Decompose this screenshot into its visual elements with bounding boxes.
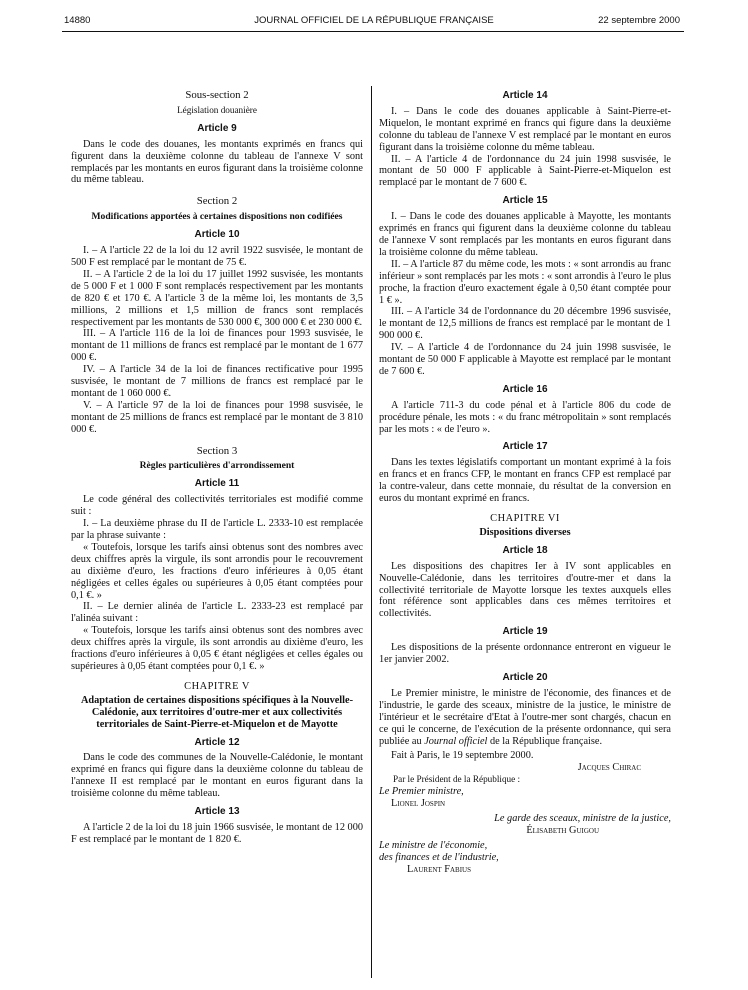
economy-minister-title-line2: des finances et de l'industrie,: [379, 851, 499, 863]
article-10-title: Article 10: [194, 229, 240, 241]
article-11-paragraph: « Toutefois, lorsque les tarifs ainsi obtenus sont des nombres avec deux chiffres après la virgule, ils sont arrondis au dixième d'euro, les fractions d'euro inférieures à 0,05 € étant négligées et celles égales ou supérieures à 0,05 étant comptées pour 0,1 €. »: [71, 625, 363, 672]
article-17-title: Article 17: [502, 441, 548, 453]
article-11-paragraph: I. – La deuxième phrase du II de l'article L. 2333-10 est remplacée par la phrase suivante :: [71, 518, 363, 541]
article-20-paragraph: [379, 688, 671, 748]
article-9-title: Article 9: [197, 122, 237, 134]
journal-officiel-italic: Journal officiel: [424, 735, 488, 747]
article-10-paragraph: II. – A l'article 2 de la loi du 17 juillet 1992 susvisée, les montants de 5 000 F et 1 000 F sont remplacés respectivement par les montants de 820 € et 170 €. A l'article 3 de la même loi, les montants de 3,5 millions, 2 millions et 1,5 million de francs sont remplacés respectivement par les montants de 530 000 €, 300 000 € et 230 000 €.: [71, 268, 363, 328]
section-2-title: Section 2: [196, 195, 238, 208]
by-the-president: Par le Président de la République :: [393, 774, 521, 785]
subsection-title: Sous-section 2: [185, 89, 249, 101]
president-signature: Jacques Chirac: [577, 762, 641, 774]
article-20-text-end: de la République française.: [487, 735, 603, 747]
header-rule: [62, 31, 684, 32]
article-15-paragraph: III. – A l'article 34 de l'ordonnance du 20 décembre 1996 susvisée, le montant de 12,5 millions de francs est remplacé par le montant de 1 900 000 €.: [379, 306, 671, 342]
chapter-5-subtitle: Adaptation de certaines dispositions spécifiques à la Nouvelle-Calédonie, aux territoires d'outre-mer et aux collectivités territoriales de Saint-Pierre-et-Miquelon et de Mayotte: [80, 694, 354, 730]
chapter-5-title: CHAPITRE V: [184, 680, 250, 692]
page-number: 14880: [64, 15, 91, 26]
left-column: [71, 90, 363, 846]
page-header: [0, 12, 748, 28]
justice-minister-title: Le garde des sceaux, ministre de la justice,: [494, 812, 671, 824]
article-20-title: Article 20: [502, 671, 548, 683]
article-19-title: Article 19: [502, 626, 548, 638]
article-10-paragraph: V. – A l'article 97 de la loi de finances pour 1998 susvisée, le montant de 25 millions de francs est remplacé par le montant de 3 810 000 €.: [71, 399, 363, 435]
economy-minister-title-line1: Le ministre de l'économie,: [379, 839, 488, 851]
signing-place-date: Fait à Paris, le 19 septembre 2000.: [391, 750, 534, 762]
section-2-subtitle: Modifications apportées à certaines dispositions non codifiées: [91, 211, 343, 223]
article-13-paragraph: A l'article 2 de la loi du 18 juin 1966 susvisée, le montant de 12 000 F est remplacé par le montant de 1 820 €.: [71, 821, 363, 845]
chapter-6-subtitle: Dispositions diverses: [479, 526, 571, 538]
article-13-title: Article 13: [194, 806, 240, 818]
column-divider: [371, 86, 372, 978]
subsection-subtitle: Législation douanière: [177, 104, 257, 115]
article-19-paragraph: Les dispositions de la présente ordonnance entreront en vigueur le 1er janvier 2002.: [379, 642, 671, 666]
economy-minister-name: Laurent Fabius: [407, 863, 471, 875]
article-15-paragraph: II. – A l'article 87 du même code, les mots : « sont arrondis au franc inférieur » sont remplacés par les mots : « sont arrondis à l'euro le plus proche, la fraction d'euro exactement égale à 0,50 étant comptée pour 1 € ».: [379, 258, 671, 306]
article-9-paragraph: Dans le code des douanes, les montants exprimés en francs qui figurent dans la deuxième colonne du tableau de l'annexe V sont remplacés par les montants en euros figurant dans la troisième colonne du même tableau.: [71, 138, 363, 186]
article-11-paragraph: « Toutefois, lorsque les tarifs ainsi obtenus sont des nombres avec deux chiffres après la virgule, ils sont arrondis pour le recouvrement au dixième d'euro, les fractions d'euro inférieures à 0,05 étant négligées et celles égales ou supérieures à 0,05 étant comptées pour 0,1 €. »: [71, 541, 363, 601]
chapter-6-title: CHAPITRE VI: [490, 513, 560, 524]
article-17-paragraph: Dans les textes législatifs comportant un montant exprimé à la fois en francs et en francs CFP, le montant en francs CFP est remplacé par la contre-valeur, dans cette monnaie, du résultat de la conversion en euros du montant exprimé en francs.: [379, 457, 671, 505]
article-10-paragraph: I. – A l'article 22 de la loi du 12 avril 1922 susvisée, le montant de 500 F est remplacé par le montant de 75 €.: [71, 245, 363, 268]
article-16-title: Article 16: [502, 383, 548, 395]
article-12-paragraph: Dans le code des communes de la Nouvelle-Calédonie, le montant exprimé en francs qui figure dans la deuxième colonne du tableau de l'annexe II est remplacé par le montant en euros figurant dans la troisième colonne du même tableau.: [71, 752, 363, 800]
journal-title: JOURNAL OFFICIEL DE LA RÉPUBLIQUE FRANÇAISE: [254, 15, 494, 26]
article-10-paragraph: III. – A l'article 116 de la loi de finances pour 1993 susvisée, le montant de 11 millions de francs est remplacé par le montant de 1 677 000 €.: [71, 328, 363, 364]
section-3-title: Section 3: [196, 444, 238, 457]
article-18-paragraph: Les dispositions des chapitres Ier à IV sont applicables en Nouvelle-Calédonie, dans les territoires d'outre-mer et dans la collectivité territoriale de Mayotte lorsque les textes auxquels elles font référence sont applicables dans ces mêmes territoires et collectivités.: [379, 560, 671, 620]
article-15-paragraph: I. – Dans le code des douanes applicable à Mayotte, les montants exprimés en francs qui figurent dans la deuxième colonne du tableau de l'annexe V sont remplacés par les montants en euros figurant dans la troisième colonne du même tableau.: [379, 211, 671, 258]
article-12-title: Article 12: [194, 736, 240, 748]
right-column: [379, 90, 671, 875]
article-10-paragraph: IV. – A l'article 34 de la loi de finances rectificative pour 1995 susvisée, le montant de 7 millions de francs est remplacé par le montant de 1 060 000 €.: [71, 364, 363, 399]
article-14-paragraph: I. – Dans le code des douanes applicable à Saint-Pierre-et-Miquelon, le montant exprimé en francs qui figure dans la deuxième colonne du tableau de l'annexe V est remplacé par le montant en euros figurant dans la troisième colonne du même tableau.: [379, 105, 671, 153]
article-20-text: Le Premier ministre, le ministre de l'économie, des finances et de l'industrie, le garde des sceaux, ministre de la justice, le ministre de l'intérieur et le secrétaire d'Etat à l'outre-mer sont chargés, chacun en ce qui le concerne, de l'exécution de la présente ordonnance, qui sera publiée au: [379, 687, 671, 747]
article-11-title: Article 11: [194, 478, 240, 490]
article-18-title: Article 18: [502, 544, 548, 556]
section-3-subtitle: Règles particulières d'arrondissement: [139, 460, 295, 472]
article-11-paragraph: Le code général des collectivités territoriales est modifié comme suit :: [71, 494, 363, 518]
article-16-paragraph: A l'article 711-3 du code pénal et à l'article 806 du code de procédure pénale, les mots : « du franc métropolitain » sont remplacés par les mots : « de l'euro ».: [379, 399, 671, 435]
article-14-paragraph: II. – A l'article 4 de l'ordonnance du 24 juin 1998 susvisée, le montant de 50 000 F applicable à Saint-Pierre-et-Miquelon est remplacé par le montant de 7 600 €.: [379, 153, 671, 189]
article-14-title: Article 14: [502, 90, 548, 101]
prime-minister-title: Le Premier ministre,: [379, 786, 464, 798]
article-15-paragraph: IV. – A l'article 4 de l'ordonnance du 24 juin 1998 susvisée, le montant de 50 000 F applicable à Mayotte est remplacé par le montant de 7 600 €.: [379, 342, 671, 377]
article-15-title: Article 15: [502, 195, 548, 207]
justice-minister-name: Élisabeth Guigou: [526, 824, 599, 836]
prime-minister-name: Lionel Jospin: [391, 798, 446, 810]
article-11-paragraph: II. – Le dernier alinéa de l'article L. 2333-23 est remplacé par l'alinéa suivant :: [71, 601, 363, 625]
issue-date: 22 septembre 2000: [598, 15, 680, 26]
